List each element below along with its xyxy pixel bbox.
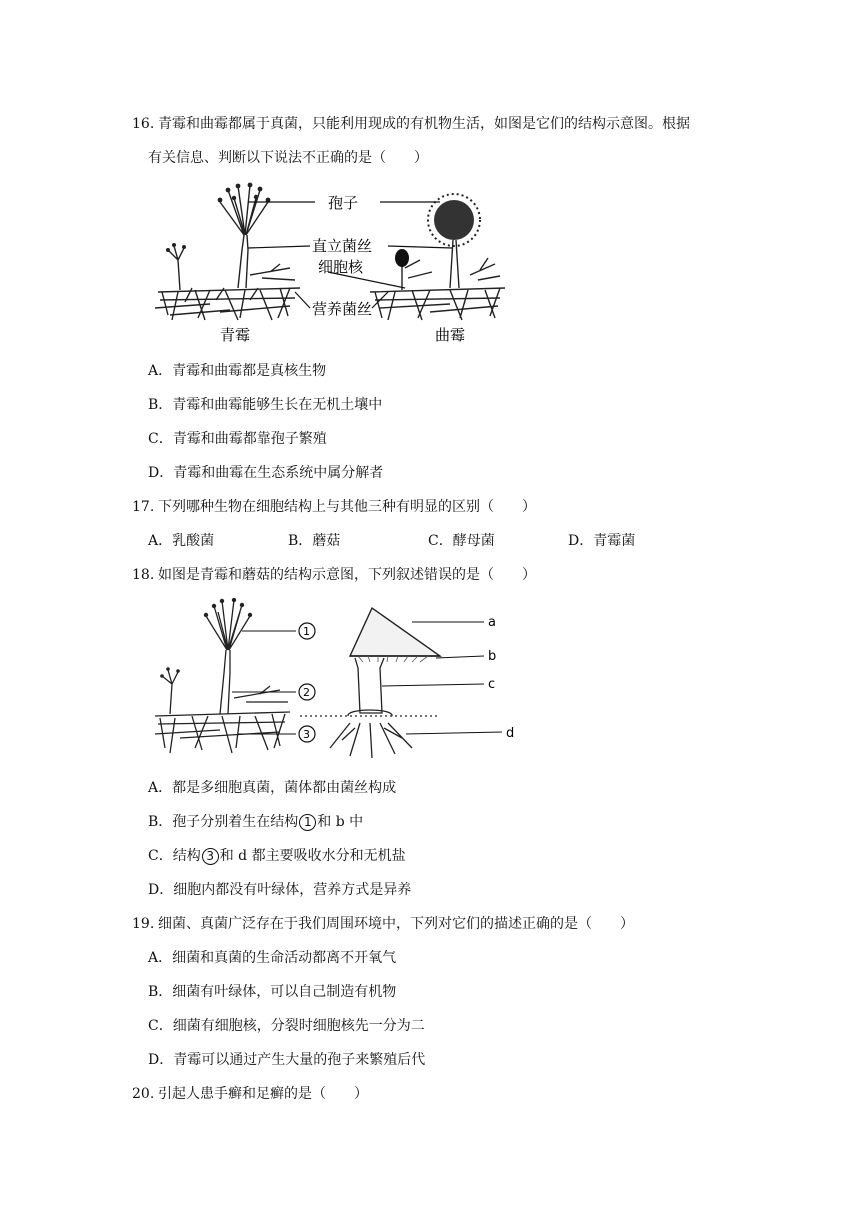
marker-1: 1 xyxy=(303,625,310,638)
marker-b: b xyxy=(488,649,497,664)
question-number: 18. xyxy=(132,567,155,583)
question-19 xyxy=(132,913,634,933)
option-a: A．青霉和曲霉都是真核生物 xyxy=(148,363,327,379)
question-text: 下列哪种生物在细胞结构上与其他三种有明显的区别（ ） xyxy=(158,499,536,515)
options-row xyxy=(148,530,708,550)
option-b-text-end: 和 b 中 xyxy=(317,814,364,830)
option-c: C．酵母菌 xyxy=(428,533,495,549)
question-16 xyxy=(132,113,690,133)
circled-marker: 3 xyxy=(202,848,219,865)
fungi-structure-figure xyxy=(150,180,510,345)
marker-3: 3 xyxy=(303,728,310,741)
question-18 xyxy=(132,564,536,584)
option-b: B．青霉和曲霉能够生长在无机土壤中 xyxy=(148,397,383,413)
marker-2: 2 xyxy=(303,686,310,699)
marker-c: c xyxy=(488,677,496,692)
marker-a: a xyxy=(488,615,496,630)
question-number: 19. xyxy=(132,916,155,932)
option-c: C．细菌有细胞核，分裂时细胞核先一分为二 xyxy=(148,1018,425,1034)
option-a: A．都是多细胞真菌，菌体都由菌丝构成 xyxy=(148,780,397,796)
question-text: 如图是青霉和蘑菇的结构示意图，下列叙述错误的是（ ） xyxy=(158,567,536,583)
question-number: 16. xyxy=(132,116,155,132)
option-b xyxy=(148,811,363,831)
option-a: A．乳酸菌 xyxy=(148,533,215,549)
circled-marker: 1 xyxy=(299,814,316,831)
option-a: A．细菌和真菌的生命活动都离不开氧气 xyxy=(148,950,397,966)
option-b-text: B．孢子分别着生在结构 xyxy=(148,814,299,830)
question-17 xyxy=(132,496,536,516)
question-text: 细菌、真菌广泛存在于我们周围环境中，下列对它们的描述正确的是（ ） xyxy=(158,916,634,932)
option-c-text: C．结构 xyxy=(148,848,201,864)
label-upright-hypha: 直立菌丝 xyxy=(312,237,373,255)
label-nucleus: 细胞核 xyxy=(318,258,364,276)
option-b: B．细菌有叶绿体，可以自己制造有机物 xyxy=(148,984,397,1000)
option-d: D．青霉可以通过产生大量的孢子来繁殖后代 xyxy=(148,1052,426,1068)
option-b: B．蘑菇 xyxy=(288,533,341,549)
question-text-continued: 有关信息、判断以下说法不正确的是（ ） xyxy=(148,150,428,166)
option-c-text-end: 和 d 都主要吸收水分和无机盐 xyxy=(219,848,406,864)
question-20 xyxy=(132,1083,368,1103)
option-c xyxy=(148,845,406,865)
question-number: 20. xyxy=(132,1086,155,1102)
caption-penicillium: 青霉 xyxy=(220,326,251,344)
option-d: D．细胞内都没有叶绿体，营养方式是异养 xyxy=(148,882,412,898)
question-number: 17. xyxy=(132,499,155,515)
question-text: 引起人患手癣和足癣的是（ ） xyxy=(158,1086,368,1102)
question-text: 青霉和曲霉都属于真菌，只能利用现成的有机物生活，如图是它们的结构示意图。根据 xyxy=(158,116,690,132)
label-nutrient-hypha: 营养菌丝 xyxy=(312,300,373,318)
penicillium-mushroom-figure xyxy=(150,598,530,760)
marker-d: d xyxy=(506,726,515,741)
option-d: D．青霉菌 xyxy=(568,533,636,549)
option-d: D．青霉和曲霉在生态系统中属分解者 xyxy=(148,465,384,481)
label-spore: 孢子 xyxy=(328,194,359,212)
option-c: C．青霉和曲霉都靠孢子繁殖 xyxy=(148,431,327,447)
caption-aspergillus: 曲霉 xyxy=(435,326,466,344)
